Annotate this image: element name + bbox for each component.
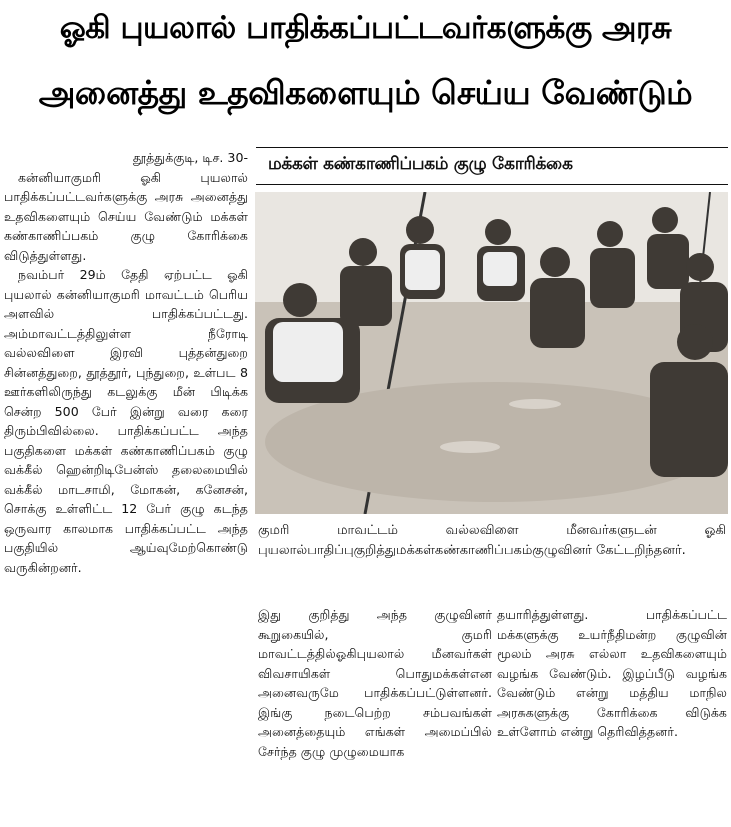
news-photo bbox=[255, 192, 728, 514]
photo-caption: குமரி மாவட்டம் வல்லவிளை மீனவர்களுடன் ஓகி புயலால்பாதிப்புகுறித்துமக்கள்கண்காணிப்பகம்குழுவினர் கேட்டறிந்தனர். bbox=[258, 523, 726, 558]
article-column-middle bbox=[258, 605, 492, 761]
article-column-left bbox=[4, 148, 248, 577]
paragraph-details: நவம்பர் 29ம் தேதி ஏற்பட்ட ஓகி புயலால் கன்னியாகுமரி மாவட்டம் பெரிய அளவில் பாதிக்கப்பட்டது. அம்மாவட்டத்திலுள்ள நீரோடி வல்லவிளை இரவி புத்தன்துறை சின்னத்துறை, தூத்தூர், புந்துறை, உள்பட 8 ஊர்களிலிருந்து கடலுக்கு மீன் பிடிக்க சென்ற 500 பேர் இன்று வரை கரை திரும்பிவில்லை. பாதிக்கப்பட்ட அந்த பகுதிகளை மக்கள் கண்காணிப்பகம் குழு வக்கீல் ஹென்றிடிபேன்ஸ் தலைமையில் வக்கீல் மாடசாமி, மோகன், கனேசன், சொக்கு உள்ளிட்ட 12 பேர் குழு கடந்த ஒருவார காலமாக பாதிக்கப்பட்ட அந்த பகுதியில் ஆய்வுமேற்கொண்டு வருகின்றனர். bbox=[4, 267, 248, 575]
article-column-right bbox=[497, 605, 727, 742]
paragraph-group-statement: இது குறித்து அந்த குழுவினர் கூறுகையில், குமரி மாவட்டத்தில்ஓகிபுயலால் மீனவர்கள் விவசாயிகள் பொதுமக்கள்என அனைவருமே பாதிக்கப்பட்டுள்ளனர். இங்கு நடைபெற்ற சம்பவங்கள் அனைத்தையும் எங்கள் அமைப்பில் சேர்ந்த குழு முழுமையாக bbox=[258, 607, 492, 759]
news-photo-fishermen-meeting bbox=[255, 192, 728, 514]
dateline: தூத்துக்குடி, டிச. 30- bbox=[132, 150, 248, 165]
paragraph-intro: கன்னியாகுமரி ஓகி புயலால் பாதிக்கப்பட்டவர்களுக்கு அரசு அனைத்து உதவிகளையும் செய்ய வேண்டும் மக்கள் கண்காணிப்பகம் குழு கோரிக்கை விடுத்துள்ளது. bbox=[4, 169, 248, 263]
paragraph-demand: தயாரித்துள்ளது. பாதிக்கப்பட்ட மக்களுக்கு உயர்நீதிமன்ற குழுவின் மூலம் அரசு எல்லா உதவிகளையும் வழங்க வேண்டும். இழப்பீடு வழங்க வேண்டும் என்று மத்திய மாநில அரசுகளுக்கு கோரிக்கை விடுக்க உள்ளோம் என்று தெரிவித்தனர். bbox=[497, 607, 727, 739]
subhead-top-rule bbox=[256, 147, 728, 148]
headline-line-1: ஓகி புயலால் பாதிக்கப்பட்டவர்களுக்கு அரசு bbox=[59, 10, 672, 46]
subhead-bottom-rule bbox=[256, 184, 728, 185]
headline-line-2: அனைத்து உதவிகளையும் செய்ய வேண்டும் bbox=[38, 73, 693, 112]
subheadline: மக்கள் கண்காணிப்பகம் குழு கோரிக்கை bbox=[268, 154, 573, 174]
